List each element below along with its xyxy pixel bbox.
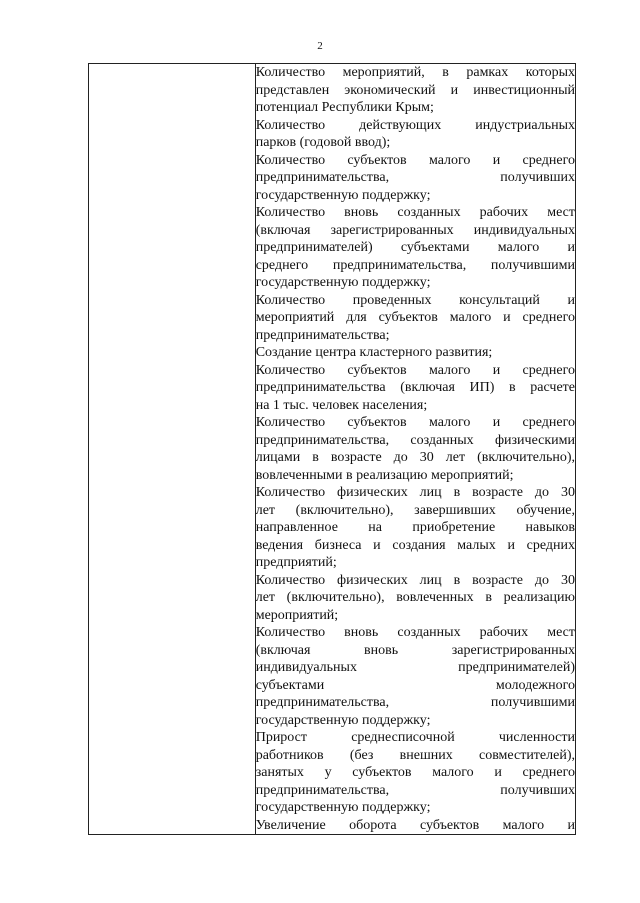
- indicators-text-cell: [255, 64, 575, 835]
- text-line: Количество вновь созданных рабочих мест: [255, 625, 575, 640]
- text-line: государственную поддержку;: [255, 187, 431, 203]
- text-line: направленное на приобретение навыков: [255, 520, 575, 535]
- text-line: лет (включительно), вовлеченных в реализацию: [255, 590, 575, 605]
- text-line: среднего предпринимательства, получившими: [255, 257, 575, 273]
- text-line: Количество мероприятий, в рамках которых: [255, 65, 575, 80]
- text-line: Количество физических лиц в возрасте до 30: [255, 572, 575, 588]
- text-line: лет (включительно), завершивших обучение,: [255, 502, 575, 518]
- text-line: Количество проведенных консультаций и: [255, 292, 575, 308]
- text-line: Количество физических лиц в возрасте до 30: [255, 485, 575, 500]
- document-table: [88, 63, 576, 835]
- text-line: (включая вновь зарегистрированных: [255, 642, 575, 658]
- text-line: Увеличение оборота субъектов малого и: [255, 817, 575, 833]
- text-line: Создание центра кластерного развития;: [255, 345, 493, 360]
- text-line: предпринимательства (включая ИП) в расчете: [255, 380, 575, 395]
- text-line: лицами в возрасте до 30 лет (включительно),: [255, 450, 575, 465]
- text-line: на 1 тыс. человек населения;: [255, 397, 428, 413]
- text-line: занятых у субъектов малого и среднего: [255, 765, 575, 780]
- page-number: 2: [317, 40, 323, 52]
- text-line: парков (годовой ввод);: [255, 135, 391, 150]
- text-line: государственную поддержку;: [255, 712, 431, 728]
- text-line: предпринимательства, получившими: [255, 695, 575, 710]
- text-line: предпринимательства, созданных физическими: [255, 432, 575, 448]
- text-line: предпринимательства, получивших: [255, 782, 575, 798]
- text-line: государственную поддержку;: [255, 275, 431, 290]
- text-line: предпринимательства, получивших: [255, 170, 575, 185]
- text-line: Количество субъектов малого и среднего: [255, 152, 575, 168]
- text-line: работников (без внешних совместителей),: [255, 747, 575, 763]
- text-line: мероприятий;: [255, 607, 339, 623]
- text-line: предпринимательства;: [255, 327, 390, 343]
- text-line: Количество действующих индустриальных: [255, 117, 575, 133]
- text-line: мероприятий для субъектов малого и среднего: [255, 310, 575, 325]
- empty-left-cell: [89, 64, 256, 835]
- text-line: Количество вновь созданных рабочих мест: [255, 205, 575, 220]
- text-line: Количество субъектов малого и среднего: [255, 415, 575, 430]
- text-line: представлен экономический и инвестиционный: [255, 82, 575, 98]
- text-line: (включая зарегистрированных индивидуальных: [255, 222, 575, 238]
- text-line: субъектами молодежного: [255, 677, 575, 693]
- text-line: государственную поддержку;: [255, 800, 431, 815]
- text-line: вовлеченными в реализацию мероприятий;: [255, 467, 514, 483]
- table-row: [89, 64, 576, 835]
- text-line: индивидуальных предпринимателей): [255, 660, 575, 675]
- text-line: Прирост среднесписочной численности: [255, 730, 575, 745]
- text-line: потенциал Республики Крым;: [255, 100, 434, 115]
- text-line: предприятий;: [255, 555, 337, 570]
- text-line: Количество субъектов малого и среднего: [255, 362, 575, 378]
- text-line: ведения бизнеса и создания малых и средних: [255, 537, 575, 553]
- text-line: предпринимателей) субъектами малого и: [255, 240, 575, 255]
